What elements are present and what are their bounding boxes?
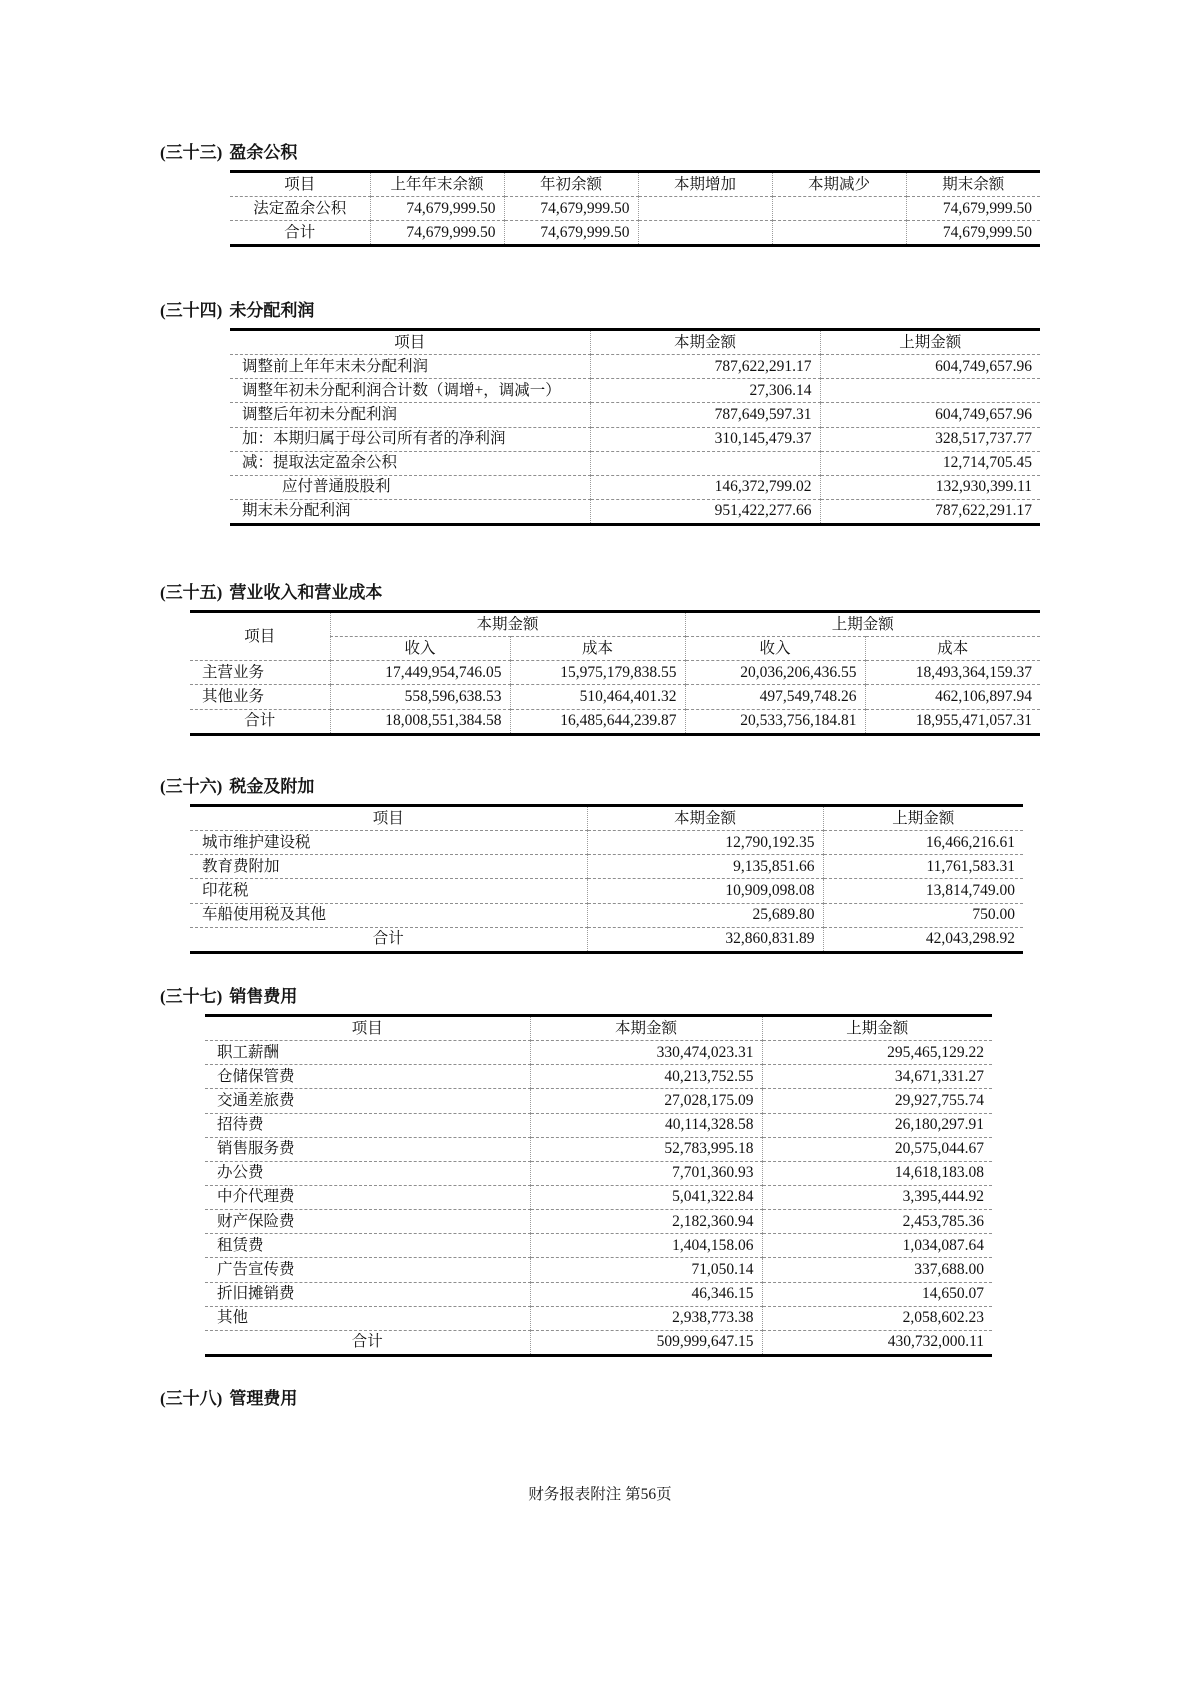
- table-row: [205, 1089, 992, 1113]
- cell-value: 27,306.14: [590, 379, 820, 403]
- selling-expenses-table: [205, 1014, 992, 1357]
- row-label: 职工薪酬: [205, 1041, 530, 1065]
- table-row: [230, 451, 1040, 475]
- cell-value: 295,465,129.22: [762, 1041, 992, 1065]
- column-header: 项目: [190, 612, 330, 661]
- cell-value: 27,028,175.09: [530, 1089, 762, 1113]
- cell-value: 330,474,023.31: [530, 1041, 762, 1065]
- table-row: [230, 355, 1040, 379]
- table-row: [205, 1065, 992, 1089]
- cell-value: 42,043,298.92: [823, 927, 1023, 952]
- column-header: 成本: [865, 637, 1040, 661]
- table-row: [205, 1210, 992, 1234]
- cell-value: 509,999,647.15: [530, 1330, 762, 1355]
- column-header: 本期金额: [590, 330, 820, 355]
- cell-value: 16,485,644,239.87: [510, 709, 685, 734]
- column-header: 本期减少: [772, 172, 906, 197]
- section-heading: [160, 982, 1050, 1007]
- cell-value: 12,790,192.35: [587, 831, 823, 855]
- cell-value: 29,927,755.74: [762, 1089, 992, 1113]
- section-revenue-and-cost: [160, 578, 1050, 736]
- row-label: 合计: [190, 709, 330, 734]
- cell-value: [638, 221, 772, 246]
- cell-value: 1,404,158.06: [530, 1234, 762, 1258]
- cell-value: 16,466,216.61: [823, 831, 1023, 855]
- column-header: 上期金额: [846, 1019, 909, 1037]
- cell-value: 328,517,737.77: [820, 427, 1040, 451]
- column-header: 上期金额: [892, 809, 955, 827]
- table-row: [205, 1161, 992, 1185]
- heading-title: 未分配利润: [229, 301, 315, 320]
- row-label: 其他: [205, 1306, 530, 1330]
- section-heading: [160, 1384, 1050, 1409]
- row-label: 其他业务: [190, 685, 330, 709]
- heading-title: 税金及附加: [229, 777, 315, 796]
- row-label: 折旧摊销费: [205, 1282, 530, 1306]
- total-row: [190, 709, 1040, 734]
- row-label: 印花税: [190, 879, 587, 903]
- surplus-reserves-table: [230, 170, 1040, 247]
- cell-value: [638, 197, 772, 221]
- table-row: [205, 1113, 992, 1137]
- row-label: 主营业务: [190, 661, 330, 685]
- cell-value: 74,679,999.50: [370, 221, 504, 246]
- cell-value: 558,596,638.53: [330, 685, 510, 709]
- column-header: 项目: [205, 1016, 530, 1041]
- cell-value: 430,732,000.11: [762, 1330, 992, 1355]
- column-header: 上期金额: [899, 333, 962, 351]
- row-label: 应付普通股股利: [230, 475, 590, 499]
- heading-title: 销售费用: [229, 987, 298, 1006]
- cell-value: 604,749,657.96: [820, 355, 1040, 379]
- row-label: 办公费: [205, 1161, 530, 1185]
- total-row: [190, 927, 1023, 952]
- table-row: [205, 1137, 992, 1161]
- table-row: [230, 427, 1040, 451]
- column-header: 项目: [230, 172, 370, 197]
- table-row: [190, 831, 1023, 855]
- column-header: 本期金额: [330, 612, 685, 637]
- table-row: [205, 1258, 992, 1282]
- row-label: 法定盈余公积: [230, 197, 370, 221]
- column-header: 上年年末余额: [370, 172, 504, 197]
- section-heading: [160, 772, 1050, 797]
- cell-value: 71,050.14: [530, 1258, 762, 1282]
- cell-value: 20,036,206,436.55: [685, 661, 865, 685]
- cell-value: 462,106,897.94: [865, 685, 1040, 709]
- heading-number: (三十七): [160, 987, 223, 1006]
- row-label: 合计: [230, 221, 370, 246]
- table-row: [230, 475, 1040, 499]
- table-row: [230, 499, 1040, 524]
- table-row: [190, 855, 1023, 879]
- row-label: 合计: [190, 927, 587, 952]
- column-header: 项目: [230, 330, 590, 355]
- cell-value: [772, 221, 906, 246]
- column-header: 收入: [685, 637, 865, 661]
- column-header: 本期增加: [638, 172, 772, 197]
- table-row: [230, 403, 1040, 427]
- table-row: [190, 879, 1023, 903]
- section-surplus-reserves: [160, 138, 1050, 247]
- cell-value: 40,114,328.58: [530, 1113, 762, 1137]
- cell-value: [820, 379, 1040, 403]
- cell-value: 17,449,954,746.05: [330, 661, 510, 685]
- cell-value: 12,714,705.45: [820, 451, 1040, 475]
- heading-number: (三十三): [160, 143, 223, 162]
- cell-value: 40,213,752.55: [530, 1065, 762, 1089]
- heading-number: (三十五): [160, 583, 223, 602]
- cell-value: 74,679,999.50: [504, 197, 638, 221]
- row-label: 中介代理费: [205, 1185, 530, 1209]
- column-header: 项目: [190, 806, 587, 831]
- cell-value: 1,034,087.64: [762, 1234, 992, 1258]
- table-row: [230, 379, 1040, 403]
- cell-value: 74,679,999.50: [370, 197, 504, 221]
- cell-value: 15,975,179,838.55: [510, 661, 685, 685]
- cell-value: 604,749,657.96: [820, 403, 1040, 427]
- table-row: [190, 661, 1040, 685]
- column-header: 成本: [510, 637, 685, 661]
- cell-value: [772, 197, 906, 221]
- table-row: [190, 903, 1023, 927]
- cell-value: 26,180,297.91: [762, 1113, 992, 1137]
- cell-value: 10,909,098.08: [587, 879, 823, 903]
- section-heading: [160, 578, 1050, 603]
- row-label: 城市维护建设税: [190, 831, 587, 855]
- cell-value: 146,372,799.02: [590, 475, 820, 499]
- cell-value: 3,395,444.92: [762, 1185, 992, 1209]
- table-row: [205, 1282, 992, 1306]
- column-header: 期末余额: [942, 175, 1005, 193]
- cell-value: 7,701,360.93: [530, 1161, 762, 1185]
- column-header: 收入: [330, 637, 510, 661]
- cell-value: 2,938,773.38: [530, 1306, 762, 1330]
- cell-value: 32,860,831.89: [587, 927, 823, 952]
- row-label: 广告宣传费: [205, 1258, 530, 1282]
- section-heading: [160, 138, 1050, 163]
- cell-value: 9,135,851.66: [587, 855, 823, 879]
- total-row: [230, 221, 1040, 246]
- heading-number: (三十八): [160, 1389, 223, 1408]
- row-label: 调整年初未分配利润合计数（调增+，调减一）: [230, 379, 590, 403]
- cell-value: 74,679,999.50: [906, 197, 1040, 221]
- page-footer: 财务报表附注 第56页: [528, 1486, 672, 1503]
- cell-value: 18,493,364,159.37: [865, 661, 1040, 685]
- cell-value: 34,671,331.27: [762, 1065, 992, 1089]
- cell-value: 510,464,401.32: [510, 685, 685, 709]
- column-header: 上期金额: [831, 615, 894, 633]
- row-label: 销售服务费: [205, 1137, 530, 1161]
- cell-value: 74,679,999.50: [906, 221, 1040, 246]
- row-label: 减：提取法定盈余公积: [230, 451, 590, 475]
- cell-value: 2,182,360.94: [530, 1210, 762, 1234]
- cell-value: [590, 451, 820, 475]
- cell-value: 787,649,597.31: [590, 403, 820, 427]
- cell-value: 5,041,322.84: [530, 1185, 762, 1209]
- heading-number: (三十六): [160, 777, 223, 796]
- table-row: [190, 685, 1040, 709]
- row-label: 调整后年初未分配利润: [230, 403, 590, 427]
- table-row: [230, 197, 1040, 221]
- heading-number: (三十四): [160, 301, 223, 320]
- section-taxes-and-surcharges: [160, 772, 1050, 954]
- row-label: 招待费: [205, 1113, 530, 1137]
- table-row: [205, 1234, 992, 1258]
- cell-value: 750.00: [823, 903, 1023, 927]
- cell-value: 337,688.00: [762, 1258, 992, 1282]
- row-label: 调整前上年年末未分配利润: [230, 355, 590, 379]
- cell-value: 11,761,583.31: [823, 855, 1023, 879]
- row-label: 教育费附加: [190, 855, 587, 879]
- row-label: 租赁费: [205, 1234, 530, 1258]
- cell-value: 951,422,277.66: [590, 499, 820, 524]
- table-row: [205, 1185, 992, 1209]
- section-heading: [160, 296, 1050, 321]
- cell-value: 787,622,291.17: [590, 355, 820, 379]
- header-row: [190, 612, 1040, 637]
- total-row: [205, 1330, 992, 1355]
- cell-value: 2,453,785.36: [762, 1210, 992, 1234]
- cell-value: 2,058,602.23: [762, 1306, 992, 1330]
- header-row: [230, 330, 1040, 355]
- row-label: 交通差旅费: [205, 1089, 530, 1113]
- cell-value: 20,533,756,184.81: [685, 709, 865, 734]
- row-label: 财产保险费: [205, 1210, 530, 1234]
- cell-value: 497,549,748.26: [685, 685, 865, 709]
- section-selling-expenses: [160, 982, 1050, 1357]
- cell-value: 787,622,291.17: [820, 499, 1040, 524]
- cell-value: 132,930,399.11: [820, 475, 1040, 499]
- row-label: 期末未分配利润: [230, 499, 590, 524]
- column-header: 本期金额: [587, 806, 823, 831]
- cell-value: 14,650.07: [762, 1282, 992, 1306]
- cell-value: 25,689.80: [587, 903, 823, 927]
- heading-title: 营业收入和营业成本: [229, 583, 383, 602]
- taxes-and-surcharges-table: [190, 804, 1023, 954]
- section-admin-expenses: [160, 1384, 1050, 1416]
- header-row: [230, 172, 1040, 197]
- cell-value: 74,679,999.50: [504, 221, 638, 246]
- cell-value: 18,955,471,057.31: [865, 709, 1040, 734]
- row-label: 加：本期归属于母公司所有者的净利润: [230, 427, 590, 451]
- cell-value: 13,814,749.00: [823, 879, 1023, 903]
- header-row: [205, 1016, 992, 1041]
- cell-value: 52,783,995.18: [530, 1137, 762, 1161]
- header-row: [190, 806, 1023, 831]
- column-header: 年初余额: [504, 172, 638, 197]
- section-undistributed-profit: [160, 296, 1050, 526]
- table-row: [205, 1041, 992, 1065]
- undistributed-profit-table: [230, 328, 1040, 526]
- cell-value: 310,145,479.37: [590, 427, 820, 451]
- column-header: 本期金额: [530, 1016, 762, 1041]
- row-label: 合计: [205, 1330, 530, 1355]
- table-row: [205, 1306, 992, 1330]
- revenue-and-cost-table: [190, 610, 1040, 736]
- cell-value: 46,346.15: [530, 1282, 762, 1306]
- heading-title: 管理费用: [229, 1389, 298, 1408]
- cell-value: 20,575,044.67: [762, 1137, 992, 1161]
- row-label: 仓储保管费: [205, 1065, 530, 1089]
- cell-value: 14,618,183.08: [762, 1161, 992, 1185]
- heading-title: 盈余公积: [229, 143, 298, 162]
- row-label: 车船使用税及其他: [190, 903, 587, 927]
- cell-value: 18,008,551,384.58: [330, 709, 510, 734]
